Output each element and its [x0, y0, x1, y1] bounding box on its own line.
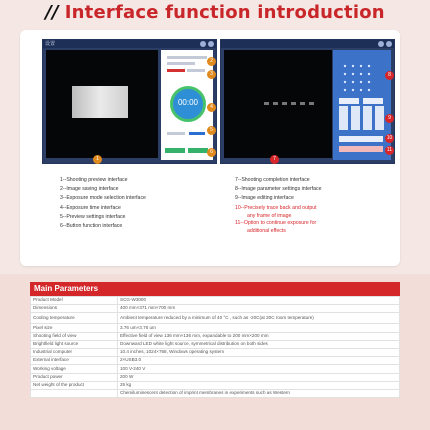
parameter-settings[interactable]: [341, 62, 375, 92]
feature-item: 10--Precisely trace back and output: [235, 204, 317, 211]
param-key: Product Model: [31, 297, 118, 305]
feature-item: 6--Button function interface: [60, 223, 123, 230]
page-title: [0, 2, 430, 23]
screen-titlebar-2: [221, 40, 394, 48]
close-icon[interactable]: [208, 41, 214, 47]
param-key: [31, 389, 118, 397]
table-row: [31, 348, 400, 356]
feature-list-left: [60, 176, 146, 231]
table-row: [31, 365, 400, 373]
feature-item: 9--Image editing interface: [235, 195, 294, 202]
screen-titlebar: [43, 40, 216, 48]
param-key: External interface: [31, 357, 118, 365]
feature-item: 4--Exposure time interface: [60, 204, 121, 211]
preview-toggle[interactable]: [189, 132, 205, 135]
table-row: [31, 305, 400, 313]
result-image: [224, 50, 332, 158]
settings-icon-2[interactable]: [378, 41, 384, 47]
screen-title: 设置: [45, 41, 56, 47]
table-row: [31, 324, 400, 332]
params-table: [30, 296, 400, 398]
feature-item: 1--Shooting preview interface: [60, 177, 128, 183]
edit-tool-2[interactable]: [363, 98, 383, 104]
param-key: Brightfield light source: [31, 340, 118, 348]
param-key: Industrial computer: [31, 348, 118, 356]
mode-option-2[interactable]: [187, 69, 205, 72]
param-key: Net weight of the product: [31, 381, 118, 389]
start-button[interactable]: [165, 148, 185, 153]
param-value: Effective field of view 136 mm×136 mm, expandable to 200 mm×200 mm: [118, 332, 400, 340]
save-path-field[interactable]: [167, 56, 207, 59]
exposure-timer[interactable]: [170, 86, 206, 122]
param-value: 100 V-240 V: [118, 365, 400, 373]
param-value: 10.4 inches, 1024×768, Windows operating system: [118, 348, 400, 356]
preview-setting-label: [167, 132, 185, 135]
table-row: [31, 357, 400, 365]
control-panel: [161, 50, 213, 160]
param-key: Pixel size: [31, 324, 118, 332]
feature-item-cont: additional effects: [247, 228, 286, 235]
edit-panel: [333, 50, 391, 160]
feature-item: 11--Option to continue exposure for: [235, 219, 317, 226]
trace-back-button[interactable]: [339, 136, 383, 142]
completion-screen: [220, 39, 395, 164]
param-value: Downward LED white light source, symmetrical distribution on both sides: [118, 340, 400, 348]
feature-item: 3--Exposure mode selection interface: [60, 195, 146, 202]
edit-tool-1[interactable]: [339, 98, 359, 104]
feature-list-right: [235, 176, 322, 234]
callout-5: 5: [207, 126, 216, 135]
param-key: Cooling temperature: [31, 313, 118, 324]
table-row: [31, 381, 400, 389]
timer-value: 00:00: [177, 98, 199, 107]
table-row: [31, 332, 400, 340]
feature-item-cont: any frame of image: [247, 212, 292, 219]
params-title: Main Parameters: [30, 282, 400, 296]
param-value: SCG-W3000: [118, 297, 400, 305]
param-value: 25 kg: [118, 381, 400, 389]
param-key: Working voltage: [31, 365, 118, 373]
param-key: Product power: [31, 373, 118, 381]
preview-area: [46, 50, 158, 158]
callout-7: 7: [270, 155, 279, 164]
callout-9: 9: [385, 114, 394, 123]
param-key: Dimensions: [31, 305, 118, 313]
callout-2: 2: [207, 57, 216, 66]
blot-bands: [264, 102, 314, 105]
table-row: [31, 373, 400, 381]
param-value: Ambient temperature reduced by a minimum of 40 °C , such as -20C(at 20C room temperature): [118, 313, 400, 324]
feature-item: 7--Shooting completion interface: [235, 177, 310, 183]
table-row: [31, 313, 400, 324]
param-value: 400 mm×371 mm×700 mm: [118, 305, 400, 313]
shooting-screen: [42, 39, 217, 164]
table-row: [31, 340, 400, 348]
callout-6: 6: [207, 148, 216, 157]
param-value: 2×USB3.0: [118, 357, 400, 365]
feature-item: 2--Image saving interface: [60, 186, 119, 193]
image-edit-tools[interactable]: [339, 106, 385, 130]
param-value: Chemiluminescent detection of imprint membranes in experiments such as Western: [118, 389, 400, 397]
callout-3: 3: [207, 70, 216, 79]
callout-8: 8: [385, 71, 394, 80]
table-row: [31, 389, 400, 397]
feature-item: 5--Preview settings interface: [60, 213, 126, 220]
callout-1: 1: [93, 155, 102, 164]
file-name-field[interactable]: [167, 62, 195, 65]
param-key: Shooting field of view: [31, 332, 118, 340]
table-row: [31, 297, 400, 305]
callout-10: 10: [386, 135, 393, 141]
callout-4: 4: [207, 103, 216, 112]
preview-image: [72, 86, 128, 118]
param-value: 3.76 um×3.76 um: [118, 324, 400, 332]
continue-exposure-button[interactable]: [339, 146, 383, 152]
callout-11: 11: [386, 147, 393, 153]
stop-button[interactable]: [188, 148, 208, 153]
double-slash-icon: //: [45, 2, 59, 23]
title-text: Interface function introduction: [64, 2, 385, 23]
mode-option-1[interactable]: [167, 69, 185, 72]
close-icon-2[interactable]: [386, 41, 392, 47]
param-value: 200 W: [118, 373, 400, 381]
feature-item: 8--Image parameter settings interface: [235, 186, 322, 193]
settings-icon[interactable]: [200, 41, 206, 47]
